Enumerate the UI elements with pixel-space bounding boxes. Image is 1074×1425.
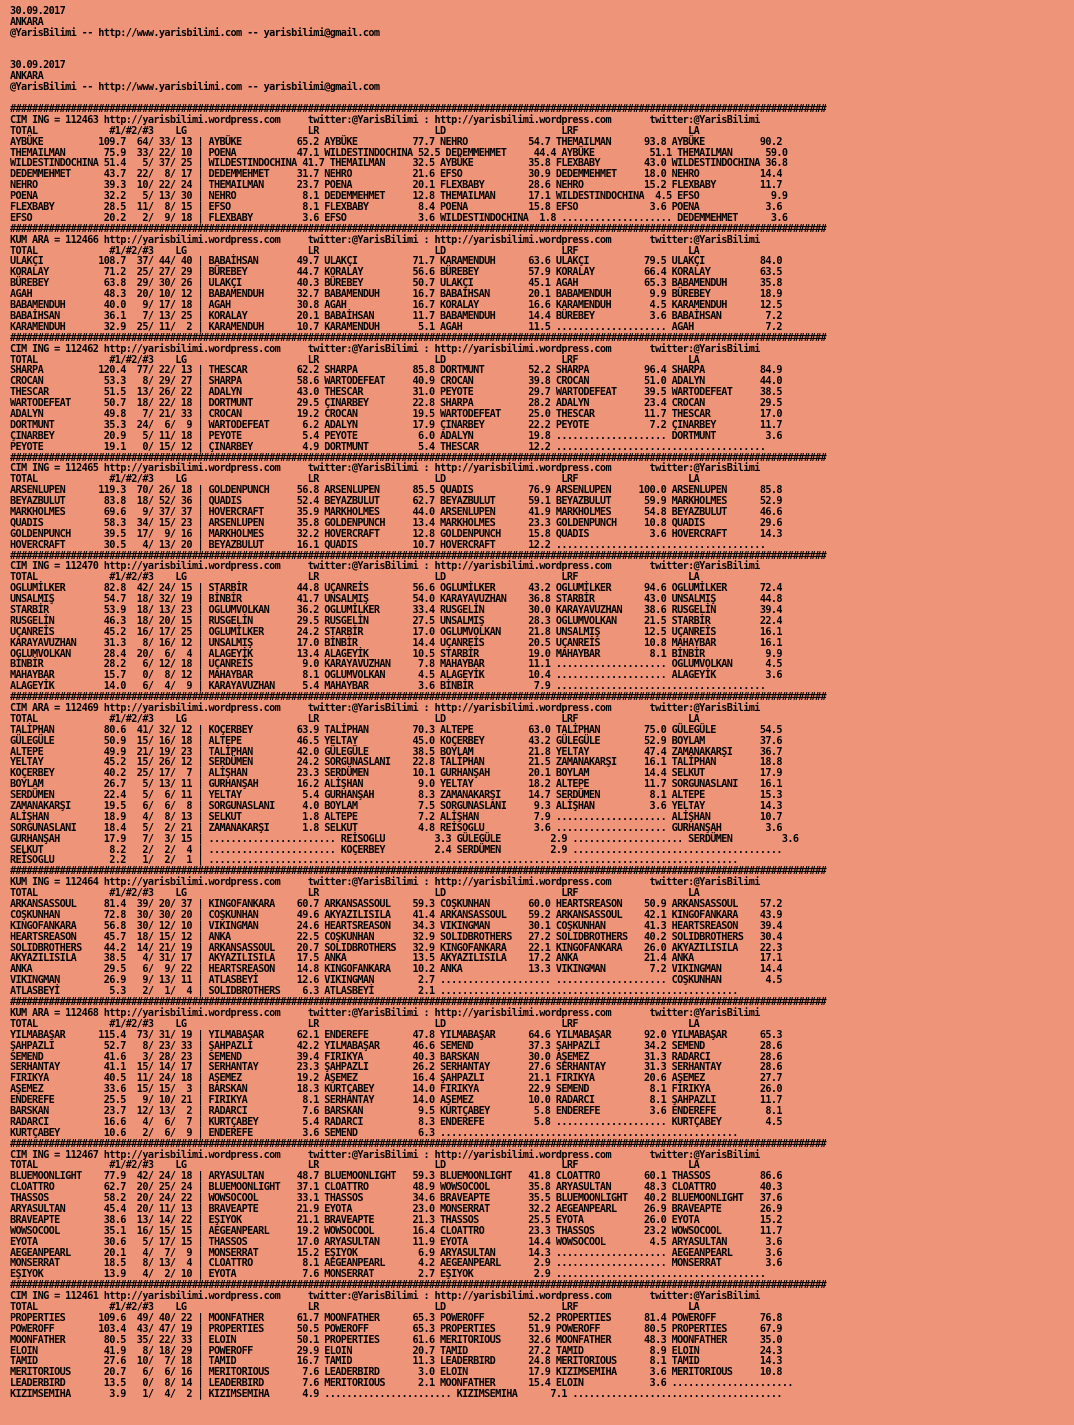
horse-row: AGAH 48.3 20/ 10/ 12 | BABAMENDUH 32.7 BABAMENDUH 16.7 BABAİHSAN 20.1 BABAMENDUH 9.9 BÜREBEY 18.9	[10, 289, 782, 301]
horse-row: MONSERRAT 18.5 8/ 13/ 4 | CLOATTRO 8.1 AEGEANPEARL 4.2 AEGEANPEARL 2.9 .................... MONSERRAT 3.6	[10, 1258, 782, 1270]
horse-row: RUSGELİN 46.3 18/ 20/ 15 | RUSGELİN 29.5 RUSGELİN 27.5 UNSALMIŞ 28.3 OGLUMVOLKAN 21.5 STARBİR 22.4	[10, 615, 782, 627]
header-city: ANKARA	[10, 16, 44, 28]
column-header-line: TOTAL #1/#2/#3 LG LR LD LRF LA	[10, 474, 700, 486]
horse-row: SEMEND 41.6 3/ 28/ 23 | SEMEND 39.4 FIRIKYA 40.3 BARSKAN 30.0 AŞEMEZ 31.3 RADARCI 28.6	[10, 1051, 782, 1063]
horse-row: ALTEPE 49.9 21/ 19/ 23 | TALİPHAN 42.0 GÜLEGÜLE 38.5 BOYLAM 21.8 YELTAY 47.4 ZAMANAKARŞI 36.7	[10, 746, 782, 758]
horse-row: BABAİHSAN 36.1 7/ 13/ 25 | KORALAY 20.1 BABAİHSAN 11.7 BABAMENDUH 14.4 BÜREBEY 3.6 BABAİHSAN 7.2	[10, 310, 782, 322]
horse-row: AKYAZILISILA 38.5 4/ 31/ 17 | AKYAZILISILA 17.5 ANKA 13.5 AKYAZILISILA 17.2 ANKA 21.4 ANKA 17.1	[10, 953, 782, 965]
horse-row: KARAYAVUZHAN 31.3 8/ 16/ 12 | UNSALMIŞ 17.0 BİNBİR 14.4 UÇANREİS 20.5 UÇANREİS 10.8 MAHAYBAR 16.1	[10, 637, 782, 649]
horse-row: ALİŞHAN 18.9 4/ 8/ 13 | SELKUT 1.8 ALTEPE 7.2 ALİŞHAN 7.9 .................... ALİŞHAN 10.7	[10, 811, 782, 823]
horse-row: PROPERTIES 109.6 49/ 40/ 22 | MOONFATHER 61.7 MOONFATHER 65.3 POWEROFF 52.2 PROPERTIES 81.4 POWEROFF 76.8	[10, 1312, 782, 1324]
separator-line: ####################################################################################################################################################	[10, 692, 826, 704]
horse-row: MAHAYBAR 15.7 0/ 8/ 12 | MAHAYBAR 8.1 OGLUMVOLKAN 4.5 ALAGEYİK 10.4 .................... ALAGEYİK 3.6	[10, 670, 782, 682]
horse-row: SORGUNASLANI 18.4 5/ 2/ 21 | ZAMANAKARŞI 1.8 SELKUT 4.8 REİSOGLU 3.6 .................... GURHANŞAH 3.6	[10, 822, 782, 834]
horse-row: STARBİR 53.9 18/ 13/ 23 | OGLUMVOLKAN 36.2 OGLUMİLKER 33.4 RUSGELİN 30.0 KARAYAVUZHAN 38.6 RUSGELİN 39.4	[10, 604, 782, 616]
header-date: 30.09.2017	[10, 60, 66, 72]
horse-row: YELTAY 45.2 15/ 26/ 12 | SERDÜMEN 24.2 SORGUNASLANI 22.8 TALİPHAN 21.5 ZAMANAKARŞI 16.1 TALİPHAN 18.8	[10, 757, 782, 769]
horse-row: EŞIYOK 13.9 4/ 2/ 10 | EYOTA 7.6 MONSERRAT 2.7 EŞIYOK 2.9 ......................................	[10, 1269, 766, 1281]
horse-row: YILMABAŞAR 115.4 73/ 31/ 19 | YILMABAŞAR 62.1 ENDEREFE 47.8 YILMABAŞAR 64.6 YILMABAŞAR 92.0 YILMABAŞAR 65.3	[10, 1029, 782, 1041]
horse-row: MOONFATHER 80.5 35/ 22/ 33 | ELOIN 50.1 PROPERTIES 61.6 MERITORIOUS 32.6 MOONFATHER 48.3 MOONFATHER 35.0	[10, 1334, 782, 1346]
horse-row: ELOIN 41.9 8/ 18/ 29 | POWEROFF 29.9 ELOIN 20.7 TAMID 27.2 TAMID 8.9 ELOIN 24.3	[10, 1345, 782, 1357]
horse-row: CLOATTRO 62.7 20/ 25/ 24 | BLUEMOONLIGHT 37.1 CLOATTRO 48.9 WOWSOCOOL 35.8 ARYASULTAN 48.3 CLOATTRO 40.3	[10, 1182, 782, 1194]
race-header-line: KUM ARA = 112466 http://yarisbilimi.wordpress.com twitter:@YarisBilimi : http://yarisbilimi.wordpress.com twitter:@YarisBilimi	[10, 234, 760, 246]
race-header-line: CIM ARA = 112469 http://yarisbilimi.wordpress.com twitter:@YarisBilimi : http://yarisbilimi.wordpress.com twitter:@YarisBilimi	[10, 703, 760, 714]
separator-line: ####################################################################################################################################################	[10, 104, 826, 116]
horse-row: KORALAY 71.2 25/ 27/ 29 | BÜREBEY 44.7 KORALAY 56.6 BÜREBEY 57.9 KORALAY 66.4 KORALAY 63.5	[10, 267, 782, 279]
horse-row: BLUEMOONLIGHT 77.9 42/ 24/ 18 | ARYASULTAN 48.7 BLUEMOONLIGHT 59.3 BLUEMOONLIGHT 41.8 CLOATTRO 60.1 THASSOS 86.6	[10, 1171, 782, 1183]
horse-row: BİNBİR 28.2 6/ 12/ 18 | UÇANREİS 9.0 KARAYAVUZHAN 7.8 MAHAYBAR 11.1 .................... OGLUMVOLKAN 4.5	[10, 659, 782, 671]
separator-line: ####################################################################################################################################################	[10, 866, 826, 878]
horse-row: KINGOFANKARA 56.8 30/ 12/ 10 | VIKINGMAN 24.6 HEARTSREASON 34.3 VIKINGMAN 30.1 COŞKUNHAN 41.3 HEARTSREASON 39.4	[10, 920, 782, 932]
separator-line: ####################################################################################################################################################	[10, 1280, 826, 1292]
horse-row: WARTODEFEAT 50.7 18/ 22/ 18 | DORTMUNT 29.5 ÇINARBEY 22.8 SHARPA 28.2 ADALYN 23.4 CROCAN 29.5	[10, 398, 782, 410]
horse-row: TALİPHAN 80.6 41/ 32/ 12 | KOÇERBEY 63.9 TALİPHAN 70.3 ALTEPE 63.0 TALİPHAN 75.0 GÜLEGÜLE 54.5	[10, 724, 782, 736]
horse-row: ZAMANAKARŞI 19.5 6/ 6/ 8 | SORGUNASLANI 4.0 BOYLAM 7.5 SORGUNASLANI 9.3 ALİŞHAN 3.6 YELTAY 14.3	[10, 801, 782, 813]
horse-row: SELKUT 8.2 2/ 2/ 4 | ....................... KOÇERBEY 2.4 SERDÜMEN 2.9 ......................................	[10, 844, 782, 856]
separator-line: ####################################################################################################################################################	[10, 332, 826, 344]
horse-row: ARKANSASSOUL 81.4 39/ 20/ 37 | KINGOFANKARA 60.7 ARKANSASSOUL 59.3 COŞKUNHAN 60.0 HEARTSREASON 50.9 ARKANSASSOUL 57.2	[10, 899, 782, 911]
horse-row: ŞAHPAZLI 52.7 8/ 23/ 33 | ŞAHPAZLI 42.2 YILMABAŞAR 46.6 SEMEND 37.3 ŞAHPAZLI 34.2 SEMEND 28.6	[10, 1040, 782, 1052]
separator-line: ####################################################################################################################################################	[10, 223, 826, 235]
race-header-line: CIM ING = 112462 http://yarisbilimi.wordpress.com twitter:@YarisBilimi : http://yarisbilimi.wordpress.com twitter:@YarisBilimi	[10, 343, 760, 355]
horse-row: ENDEREFE 25.5 9/ 10/ 21 | FIRIKYA 8.1 SERHANTAY 14.0 AŞEMEZ 10.0 RADARCI 8.1 ŞAHPAZLI 11.7	[10, 1095, 782, 1107]
blank-line	[10, 51, 1074, 62]
header-contact: @YarisBilimi -- http://www.yarisbilimi.com -- yarisbilimi@gmail.com	[10, 82, 380, 94]
horse-row: VIKINGMAN 26.9 9/ 13/ 11 | ATLASBEYİ 12.6 VIKINGMAN 2.7 .................... .................... COŞKUNHAN 4.5	[10, 975, 782, 987]
horse-row: WILDESTINDOCHINA 51.4 5/ 37/ 25 | WILDESTINDOCHINA 41.7 THEMAILMAN 32.5 AYBÜKE 35.8 FLEXBABY 43.0 WILDESTINDOCHINA 36.8	[10, 158, 788, 170]
blank-line	[10, 40, 1074, 51]
horse-row: POWEROFF 103.4 43/ 47/ 19 | PROPERTIES 50.5 POWEROFF 65.3 PROPERTIES 51.9 POWEROFF 80.5 PROPERTIES 67.9	[10, 1323, 782, 1335]
horse-row: EYOTA 30.6 5/ 17/ 15 | THASSOS 17.0 ARYASULTAN 11.9 EYOTA 14.4 WOWSOCOOL 4.5 ARYASULTAN 3.6	[10, 1236, 782, 1248]
horse-row: QUADIS 58.3 34/ 15/ 23 | ARSENLUPEN 35.8 GOLDENPUNCH 13.4 MARKHOLMES 23.3 GOLDENPUNCH 10.8 QUADIS 29.6	[10, 517, 782, 529]
horse-row: SHARPA 120.4 77/ 22/ 13 | THESCAR 62.2 SHARPA 85.8 DORTMUNT 52.2 SHARPA 96.4 SHARPA 84.9	[10, 365, 782, 377]
separator-line: ####################################################################################################################################################	[10, 550, 826, 562]
horse-row: MARKHOLMES 69.6 9/ 37/ 37 | HOVERCRAFT 35.9 MARKHOLMES 44.0 ARSENLUPEN 41.9 MARKHOLMES 54.8 BEYAZBULUT 46.6	[10, 506, 782, 518]
separator-line: ####################################################################################################################################################	[10, 452, 826, 464]
column-header-line: TOTAL #1/#2/#3 LG LR LD LRF LA	[10, 125, 700, 137]
race-header-line: CIM ING = 112461 http://yarisbilimi.wordpress.com twitter:@YarisBilimi : http://yarisbilimi.wordpress.com twitter:@YarisBilimi	[10, 1291, 760, 1303]
horse-row: HOVERCRAFT 30.5 4/ 13/ 20 | BEYAZBULUT 16.1 QUADIS 10.7 HOVERCRAFT 12.2 ......................................	[10, 539, 766, 551]
horse-row: EFSO 20.2 2/ 9/ 18 | FLEXBABY 3.6 EFSO 3.6 WILDESTINDOCHINA 1.8 .................... DEDEMMEHMET 3.6	[10, 212, 788, 224]
horse-row: DORTMUNT 35.3 24/ 6/ 9 | WARTODEFEAT 6.2 ADALYN 17.9 ÇINARBEY 22.2 PEYOTE 7.2 ÇINARBEY 11.7	[10, 419, 782, 431]
horse-row: ADALYN 49.8 7/ 21/ 33 | CROCAN 19.2 CROCAN 19.5 WARTODEFEAT 25.0 THESCAR 11.7 THESCAR 17.0	[10, 408, 782, 420]
horse-row: OGLUMİLKER 82.8 42/ 24/ 15 | STARBİR 44.8 UÇANREİS 56.6 OGLUMİLKER 43.2 OGLUMİLKER 94.6 OGLUMİLKER 72.4	[10, 583, 782, 595]
race-header-line: CIM ING = 112470 http://yarisbilimi.wordpress.com twitter:@YarisBilimi : http://yarisbilimi.wordpress.com twitter:@YarisBilimi	[10, 561, 760, 573]
horse-row: ARSENLUPEN 119.3 70/ 26/ 18 | GOLDENPUNCH 56.8 ARSENLUPEN 85.5 QUADIS 76.9 ARSENLUPEN 100.0 ARSENLUPEN 85.8	[10, 485, 782, 497]
horse-row: WOWSOCOOL 35.1 16/ 15/ 15 | AEGEANPEARL 19.2 WOWSOCOOL 16.4 CLOATTRO 23.3 THASSOS 23.2 WOWSOCOOL 11.7	[10, 1225, 782, 1237]
horse-row: HEARTSREASON 45.7 18/ 15/ 12 | ANKA 22.5 COŞKUNHAN 32.9 SOLIDBROTHERS 27.2 SOLIDBROTHERS 40.2 SOLIDBROTHERS 30.4	[10, 931, 782, 943]
header-city: ANKARA	[10, 71, 44, 83]
horse-row: FIRIKYA 40.5 11/ 24/ 18 | AŞEMEZ 19.2 AŞEMEZ 16.4 ŞAHPAZLI 21.1 FIRIKYA 20.6 AŞEMEZ 27.7	[10, 1073, 782, 1085]
horse-row: KIZIMSEMIHA 3.9 1/ 4/ 2 | KIZIMSEMIHA 4.9 ....................... KIZIMSEMIHA 7.1 ......................................	[10, 1389, 782, 1401]
horse-row: CROCAN 53.3 8/ 29/ 27 | SHARPA 58.6 WARTODEFEAT 40.9 CROCAN 39.8 CROCAN 51.0 ADALYN 44.0	[10, 376, 782, 388]
horse-row: AYBÜKE 109.7 64/ 33/ 13 | AYBÜKE 65.2 AYBÜKE 77.7 NEHRO 54.7 THEMAILMAN 93.8 AYBÜKE 90.2	[10, 136, 782, 148]
horse-row: LEADERBIRD 13.5 0/ 8/ 14 | LEADERBIRD 7.6 MERITORIOUS 2.1 MOONFATHER 15.4 ELOIN 3.6 ......................	[10, 1378, 793, 1390]
horse-row: SOLIDBROTHERS 44.2 14/ 21/ 19 | ARKANSASSOUL 20.7 SOLIDBROTHERS 32.9 KINGOFANKARA 22.1 KINGOFANKARA 26.0 AKYAZILISILA 22.3	[10, 942, 782, 954]
race-header-line: CIM ING = 112465 http://yarisbilimi.wordpress.com twitter:@YarisBilimi : http://yarisbilimi.wordpress.com twitter:@YarisBilimi	[10, 463, 760, 475]
horse-row: MERITORIOUS 20.7 6/ 6/ 16 | MERITORIOUS 7.6 LEADERBIRD 3.0 ELOIN 17.9 KIZIMSEMIHA 3.6 MERITORIOUS 10.8	[10, 1367, 782, 1379]
horse-row: AŞEMEZ 33.6 15/ 15/ 3 | BARSKAN 18.3 KURTÇABEY 14.0 FIRIKYA 22.9 SEMEND 8.1 FIRIKYA 26.0	[10, 1084, 782, 1096]
column-header-line: TOTAL #1/#2/#3 LG LR LD LRF LA	[10, 1301, 700, 1313]
horse-row: ARYASULTAN 45.4 20/ 11/ 13 | BRAVEAPTE 21.9 EYOTA 23.0 MONSERRAT 32.2 AEGEANPEARL 26.9 BRAVEAPTE 26.9	[10, 1203, 782, 1215]
horse-row: BEYAZBULUT 83.8 18/ 52/ 36 | QUADIS 52.4 BEYAZBULUT 62.7 BEYAZBULUT 59.1 BEYAZBULUT 59.9 MARKHOLMES 52.9	[10, 496, 782, 508]
header-contact: @YarisBilimi -- http://www.yarisbilimi.com -- yarisbilimi@gmail.com	[10, 27, 380, 39]
horse-row: OGLUMVOLKAN 28.4 20/ 6/ 4 | ALAGEYİK 13.4 ALAGEYİK 10.5 STARBİR 19.0 MAHAYBAR 8.1 BİNBİR 9.9	[10, 648, 782, 660]
horse-row: BOYLAM 26.7 5/ 13/ 11 | GURHANŞAH 16.2 ALİŞHAN 9.0 YELTAY 18.2 ALTEPE 11.7 SORGUNASLANI 16.1	[10, 779, 782, 791]
separator-line: ####################################################################################################################################################	[10, 1138, 826, 1150]
horse-row: GÜLEGÜLE 50.9 15/ 16/ 18 | ALTEPE 46.5 YELTAY 45.0 KOÇERBEY 43.2 GÜLEGÜLE 52.9 BOYLAM 37.6	[10, 735, 782, 747]
horse-row: SERDÜMEN 22.4 5/ 6/ 11 | YELTAY 5.4 GURHANŞAH 8.3 ZAMANAKARŞI 14.7 SERDÜMEN 8.1 ALTEPE 15.3	[10, 790, 782, 802]
horse-row: SERHANTAY 41.1 15/ 14/ 17 | SERHANTAY 23.3 ŞAHPAZLI 26.2 SERHANTAY 27.6 SERHANTAY 31.3 SERHANTAY 28.6	[10, 1062, 782, 1074]
horse-row: ANKA 29.5 6/ 9/ 22 | HEARTSREASON 14.8 KINGOFANKARA 10.2 ANKA 13.3 VIKINGMAN 7.2 VIKINGMAN 14.4	[10, 964, 782, 976]
horse-row: UNSALMIŞ 54.7 18/ 32/ 19 | BİNBİR 41.7 UNSALMIŞ 54.0 KARAYAVUZHAN 36.8 STARBİR 43.0 UNSALMIŞ 44.8	[10, 594, 782, 606]
horse-row: RADARCI 16.6 4/ 6/ 7 | KURTÇABEY 5.4 RADARCI 8.3 ENDEREFE 5.8 .................... KURTÇABEY 4.5	[10, 1116, 782, 1128]
horse-row: ALAGEYİK 14.0 6/ 4/ 9 | KARAYAVUZHAN 5.4 MAHAYBAR 3.6 BİNBİR 7.9 ......................................	[10, 681, 766, 693]
header-date: 30.09.2017	[10, 6, 66, 17]
horse-row: POENA 32.2 5/ 13/ 30 | NEHRO 8.1 DEDEMMEHMET 12.8 THEMAILMAN 17.1 WILDESTINDOCHINA 4.5 EFSO 9.9	[10, 191, 788, 203]
horse-row: GURHANŞAH 17.9 7/ 3/ 15 | ....................... REİSOGLU 3.3 GÜLEGÜLE 2.9 .................... SERDÜMEN 3.6	[10, 833, 799, 845]
horse-row: COŞKUNHAN 72.8 30/ 30/ 20 | COŞKUNHAN 49.6 AKYAZILISILA 41.4 ARKANSASSOUL 59.2 ARKANSASSOUL 42.1 KINGOFANKARA 43.9	[10, 909, 782, 921]
horse-row: UÇANREİS 45.2 16/ 17/ 25 | OGLUMİLKER 24.2 STARBİR 17.0 OGLUMVOLKAN 21.8 UNSALMIŞ 12.5 UÇANREİS 16.1	[10, 626, 782, 638]
horse-row: THEMAILMAN 75.9 33/ 22/ 10 | POENA 47.1 WILDESTINDOCHINA 52.5 DEDEMMEHMET 44.4 AYBÜKE 51.1 THEMAILMAN 59.0	[10, 147, 788, 159]
column-header-line: TOTAL #1/#2/#3 LG LR LD LRF LA	[10, 888, 700, 900]
horse-row: FLEXBABY 28.5 11/ 8/ 15 | EFSO 8.1 FLEXBABY 8.4 POENA 15.8 EFSO 3.6 POENA 3.6	[10, 202, 782, 214]
horse-row: TAMID 27.6 10/ 7/ 18 | TAMID 16.7 TAMID 11.3 LEADERBIRD 24.8 MERITORIOUS 8.1 TAMID 14.3	[10, 1356, 782, 1368]
horse-row: KOÇERBEY 40.2 25/ 17/ 7 | ALİŞHAN 23.3 SERDÜMEN 10.1 GURHANŞAH 20.1 BOYLAM 14.4 SELKUT 17.9	[10, 768, 782, 780]
horse-row: PEYOTE 19.1 0/ 15/ 12 | ÇINARBEY 4.9 DORTMUNT 5.4 THESCAR 12.2 ......................................	[10, 441, 766, 453]
column-header-line: TOTAL #1/#2/#3 LG LR LD LRF LA	[10, 572, 700, 584]
horse-row: KARAMENDUH 32.9 25/ 11/ 2 | KARAMENDUH 10.7 KARAMENDUH 5.1 AGAH 11.5 .................... AGAH 7.2	[10, 321, 782, 333]
horse-row: BARSKAN 23.7 12/ 13/ 2 | RADARCI 7.6 BARSKAN 9.5 KURTÇABEY 5.8 ENDEREFE 3.6 ENDEREFE 8.1	[10, 1105, 782, 1117]
separator-line: ####################################################################################################################################################	[10, 997, 826, 1009]
column-header-line: TOTAL #1/#2/#3 LG LR LD LRF LA	[10, 354, 700, 366]
race-header-line: CIM ING = 112463 http://yarisbilimi.wordpress.com twitter:@YarisBilimi : http://yarisbilimi.wordpress.com twitter:@YarisBilimi	[10, 114, 760, 126]
horse-row: KURTÇABEY 10.6 2/ 6/ 9 | ENDEREFE 3.6 SEMEND 6.3 ......................................................	[10, 1127, 738, 1139]
column-header-line: TOTAL #1/#2/#3 LG LR LD LRF LA	[10, 245, 700, 257]
horse-row: NEHRO 39.3 10/ 22/ 24 | THEMAILMAN 23.7 POENA 20.1 FLEXBABY 28.6 NEHRO 15.2 FLEXBABY 11.7	[10, 180, 782, 192]
horse-row: ATLASBEYİ 5.3 2/ 1/ 4 | SOLIDBROTHERS 6.3 ATLASBEYİ 2.1 ......................................................	[10, 986, 738, 998]
horse-row: DEDEMMEHMET 43.7 22/ 8/ 17 | DEDEMMEHMET 31.7 NEHRO 21.6 EFSO 30.9 DEDEMMEHMET 18.0 NEHRO 14.4	[10, 169, 782, 181]
column-header-line: TOTAL #1/#2/#3 LG LR LD LRF LA	[10, 1160, 700, 1172]
horse-row: BÜREBEY 63.8 29/ 30/ 26 | ULAKÇI 40.3 BÜREBEY 50.7 ULAKÇI 45.1 AGAH 65.3 BABAMENDUH 35.8	[10, 278, 782, 290]
horse-row: ULAKÇI 108.7 37/ 44/ 40 | BABAİHSAN 49.7 ULAKÇI 71.7 KARAMENDUH 63.6 ULAKÇI 79.5 ULAKÇI 84.0	[10, 256, 782, 268]
horse-row: AEGEANPEARL 20.1 4/ 7/ 9 | MONSERRAT 15.2 EŞIYOK 6.9 ARYASULTAN 14.3 .................... AEGEANPEARL 3.6	[10, 1247, 782, 1259]
horse-row: THASSOS 58.2 20/ 24/ 22 | WOWSOCOOL 33.1 THASSOS 34.6 BRAVEAPTE 35.5 BLUEMOONLIGHT 40.2 BLUEMOONLIGHT 37.6	[10, 1193, 782, 1205]
race-header-line: CIM ING = 112467 http://yarisbilimi.wordpress.com twitter:@YarisBilimi : http://yarisbilimi.wordpress.com twitter:@YarisBilimi	[10, 1149, 760, 1161]
column-header-line: TOTAL #1/#2/#3 LG LR LD LRF LA	[10, 1018, 700, 1030]
horse-row: REİSOGLU 2.2 1/ 2/ 1 | ................................................................................................	[10, 855, 738, 867]
horse-row: BRAVEAPTE 38.6 13/ 14/ 22 | EŞIYOK 21.1 BRAVEAPTE 21.3 THASSOS 25.5 EYOTA 26.0 EYOTA 15.2	[10, 1214, 782, 1226]
horse-row: THESCAR 51.5 13/ 26/ 22 | ADALYN 43.0 THESCAR 31.0 PEYOTE 29.7 WARTODEFEAT 39.5 WARTODEFEAT 38.5	[10, 387, 782, 399]
horse-row: GOLDENPUNCH 39.5 17/ 9/ 16 | MARKHOLMES 32.2 HOVERCRAFT 12.8 GOLDENPUNCH 15.8 QUADIS 3.6 HOVERCRAFT 14.3	[10, 528, 782, 540]
horse-row: ÇINARBEY 20.9 5/ 11/ 18 | PEYOTE 5.4 PEYOTE 6.0 ADALYN 19.8 .................... DORTMUNT 3.6	[10, 430, 782, 442]
race-header-line: KUM ING = 112464 http://yarisbilimi.wordpress.com twitter:@YarisBilimi : http://yarisbilimi.wordpress.com twitter:@YarisBilimi	[10, 877, 760, 889]
race-header-line: KUM ARA = 112468 http://yarisbilimi.wordpress.com twitter:@YarisBilimi : http://yarisbilimi.wordpress.com twitter:@YarisBilimi	[10, 1007, 760, 1019]
horse-row: BABAMENDUH 40.0 9/ 17/ 18 | AGAH 30.8 AGAH 16.7 KORALAY 16.6 KARAMENDUH 4.5 KARAMENDUH 12.5	[10, 300, 782, 312]
column-header-line: TOTAL #1/#2/#3 LG LR LD LRF LA	[10, 713, 700, 725]
